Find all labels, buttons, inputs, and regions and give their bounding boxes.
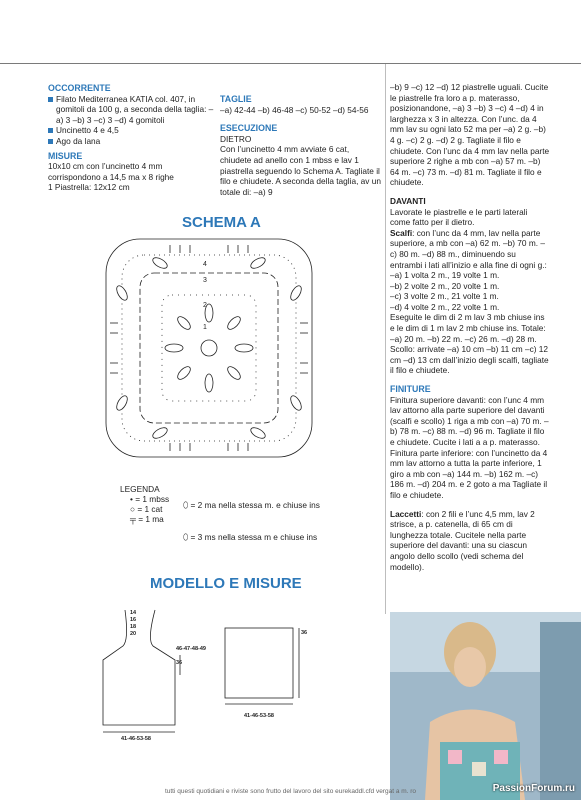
dietro-continued: –b) 9 –c) 12 –d) 12 piastrelle uguali. Cucite le piastrelle fra loro a p. materasso, posizionandone, –a) 3 –b) 3 –c) 4 –d) 4 in larghezza x 3 in altezza. Con l’unc. da 4 mm lav su ogni lato 52 ma per –a) 2 g. –b) 4 g. –c) 2 g. –d) 2 g. Tagliate il filo e chiudete. Con l’unc da 4 mm lav nella parte superiore 2 righe a mb con –a) 57 m. –b) 64 m. –c) 73 m. –d) 81 m. Tagliate il filo e chiudete. — [390, 82, 550, 188]
brand-watermark: PassionForum.ru — [492, 783, 575, 794]
taglie-text: –a) 42-44 –b) 46-48 –c) 50-52 –d) 54-56 — [220, 104, 369, 115]
misure-line: 1 Piastrella: 12x12 cm — [48, 182, 130, 193]
row-number: 3 — [203, 277, 207, 284]
davanti-heading: DAVANTI — [390, 195, 426, 206]
scalfi-line: –d) 4 volte 2 m., 22 volte 1 m. — [390, 301, 500, 312]
finiture-text: Finitura superiore davanti: con l’unc 4 mm lav attorno alla parte superiore del davanti (scalfi e scollo) 1 riga a mb con –a) 70 m. –b) 78 m. –c) 88 m. –d) 96 m. Tagliate il filo e chiudete. Cucite i lati a a p. materasso. Finitura parte inferiore: con l’uncinetto da 4 mm lav attorno a tutta la parte inferiore, 1 giro a mb con –a) 144 m. –b) 162 m. –c) 186 m. –d) 204 m. e 2 goto a ma Tagliate il filo e chiudete. — [390, 394, 549, 500]
photo-illustration — [390, 612, 581, 800]
davanti-text: Eseguite le dim di 2 m lav 3 mb chiuse ins e le dim di 1 m lav 2 mb chiuse ins. Totale: –a) 20 m. –b) 22 m. –c) 26 m. –d) 28 m. Scollo: arrivate –a) 10 cm –b) 11 cm –c) 12 cm –d) 13 cm dall’inizio degli scalfi, tagliate il filo e chiudete. — [390, 312, 549, 376]
front-bottom-label: 41-46-53-58 — [121, 736, 151, 742]
chart-outline — [106, 239, 312, 457]
legend — [120, 484, 169, 524]
legend-item: ○ = 1 cat — [130, 504, 163, 514]
model-photo — [390, 612, 581, 800]
legend-item: • = 1 mbss — [130, 494, 170, 504]
esecuzione-heading: ESECUZIONE — [220, 123, 278, 134]
schema-a-title: SCHEMA A — [182, 214, 261, 231]
scalfi-line: –b) 2 volte 2 m., 20 volte 1 m. — [390, 280, 500, 291]
strap-sizes: 14 16 18 20 — [130, 610, 137, 637]
chart-ring — [122, 255, 296, 441]
scalfi-line: –c) 3 volte 2 m., 21 volte 1 m. — [390, 291, 499, 302]
laccetti-label: Laccetti — [390, 508, 422, 519]
back-bottom-label: 41-46-53-58 — [244, 713, 274, 719]
ma-symbol: ╤ — [130, 514, 136, 524]
crochet-chart — [100, 233, 320, 465]
top-rule — [0, 63, 581, 64]
davanti-intro: Lavorate le piastrelle e le parti laterali come fatto per il dietro. — [390, 206, 528, 228]
laccetti-text: : con 2 fili e l’unc 4,5 mm, lav 2 strisce, a p. catenella, di 65 cm di lunghezza totale. Cucitele nella parte superiore del davanti: una su ciascun angolo dello scollo (vedi schema del modello). — [390, 508, 535, 572]
legend-item: ⬯ = 2 ma nella stessa m. e chiuse ins — [183, 500, 320, 510]
legend-right — [183, 488, 320, 542]
taglie-heading: TAGLIE — [220, 94, 252, 104]
modello-title: MODELLO E MISURE — [150, 575, 302, 592]
legend-item: ╤ = 1 ma — [130, 514, 164, 524]
scalfi-label: Scalfi — [390, 227, 413, 238]
occorrente-heading: OCCORRENTE — [48, 83, 111, 93]
esecuzione-text: Con l’uncinetto 4 mm avviate 6 cat, chiudete ad anello con 1 mbss e lav 1 piastrella seguendo lo Schema A. Tagliate il filo e chiudete. A seconda della taglia, av un totale di: –a) 9 — [220, 144, 381, 197]
legend-item: ⬯ = 3 ms nella stessa m e chiuse ins — [183, 532, 318, 542]
row-number: 2 — [203, 302, 207, 309]
cluster-2-symbol: ⬯ — [183, 500, 189, 510]
cat-symbol: ○ — [130, 504, 136, 514]
right-column — [390, 82, 550, 572]
row-number: 4 — [203, 261, 207, 268]
misure-line: corrispondono a 14,5 ma x 8 righe — [48, 171, 174, 182]
chart-center — [201, 340, 217, 356]
list-item: Filato Mediterranea KATIA col. 407, in gomitoli da 100 g, a seconda della taglia: –a) 3 –b) 3 –c) 3 –d) 4 gomitoli — [48, 94, 214, 126]
left-column — [48, 83, 214, 193]
cluster-3-symbol: ⬯ — [183, 532, 189, 542]
row-number: 1 — [203, 324, 207, 331]
list-item: Ago da lana — [48, 136, 214, 147]
occorrente-list — [48, 94, 214, 147]
back-shape — [225, 628, 293, 698]
back-height-label: 36 — [301, 630, 308, 636]
finiture-heading: FINITURE — [390, 384, 431, 395]
laccetti-paragraph — [390, 509, 550, 573]
misure-line: 10x10 cm con l’uncinetto 4 mm — [48, 161, 163, 172]
scalfi-text: : con l’unc da 4 mm, lav nella parte superiore, a mb con –a) 62 m. –b) 70 m. –c) 80 m. –d) 88 m., diminuendo su entrambi i lati all’inizio e alla fine di ogni g.: — [390, 227, 547, 270]
dietro-subheading: DIETRO — [220, 133, 252, 144]
scalfi-paragraph — [390, 228, 550, 270]
front-width-label: 46-47-48-49 — [176, 646, 206, 652]
legend-title: LEGENDA — [120, 484, 160, 494]
column-divider — [385, 64, 386, 614]
footer-text: tutti questi quotidiani e riviste sono frutto del lavoro del sito eurekaddl.cfd vergat a m. ro — [164, 788, 417, 795]
chart-petals — [115, 256, 304, 441]
chart-ring — [140, 273, 278, 423]
misure-heading: MISURE — [48, 150, 83, 161]
mbss-symbol: • — [130, 494, 133, 504]
middle-column — [220, 94, 382, 197]
list-item: Uncinetto 4 e 4,5 — [48, 125, 214, 136]
front-height-label: 36 — [176, 660, 183, 666]
scalfi-line: –a) 1 volta 2 m., 19 volte 1 m. — [390, 270, 500, 281]
